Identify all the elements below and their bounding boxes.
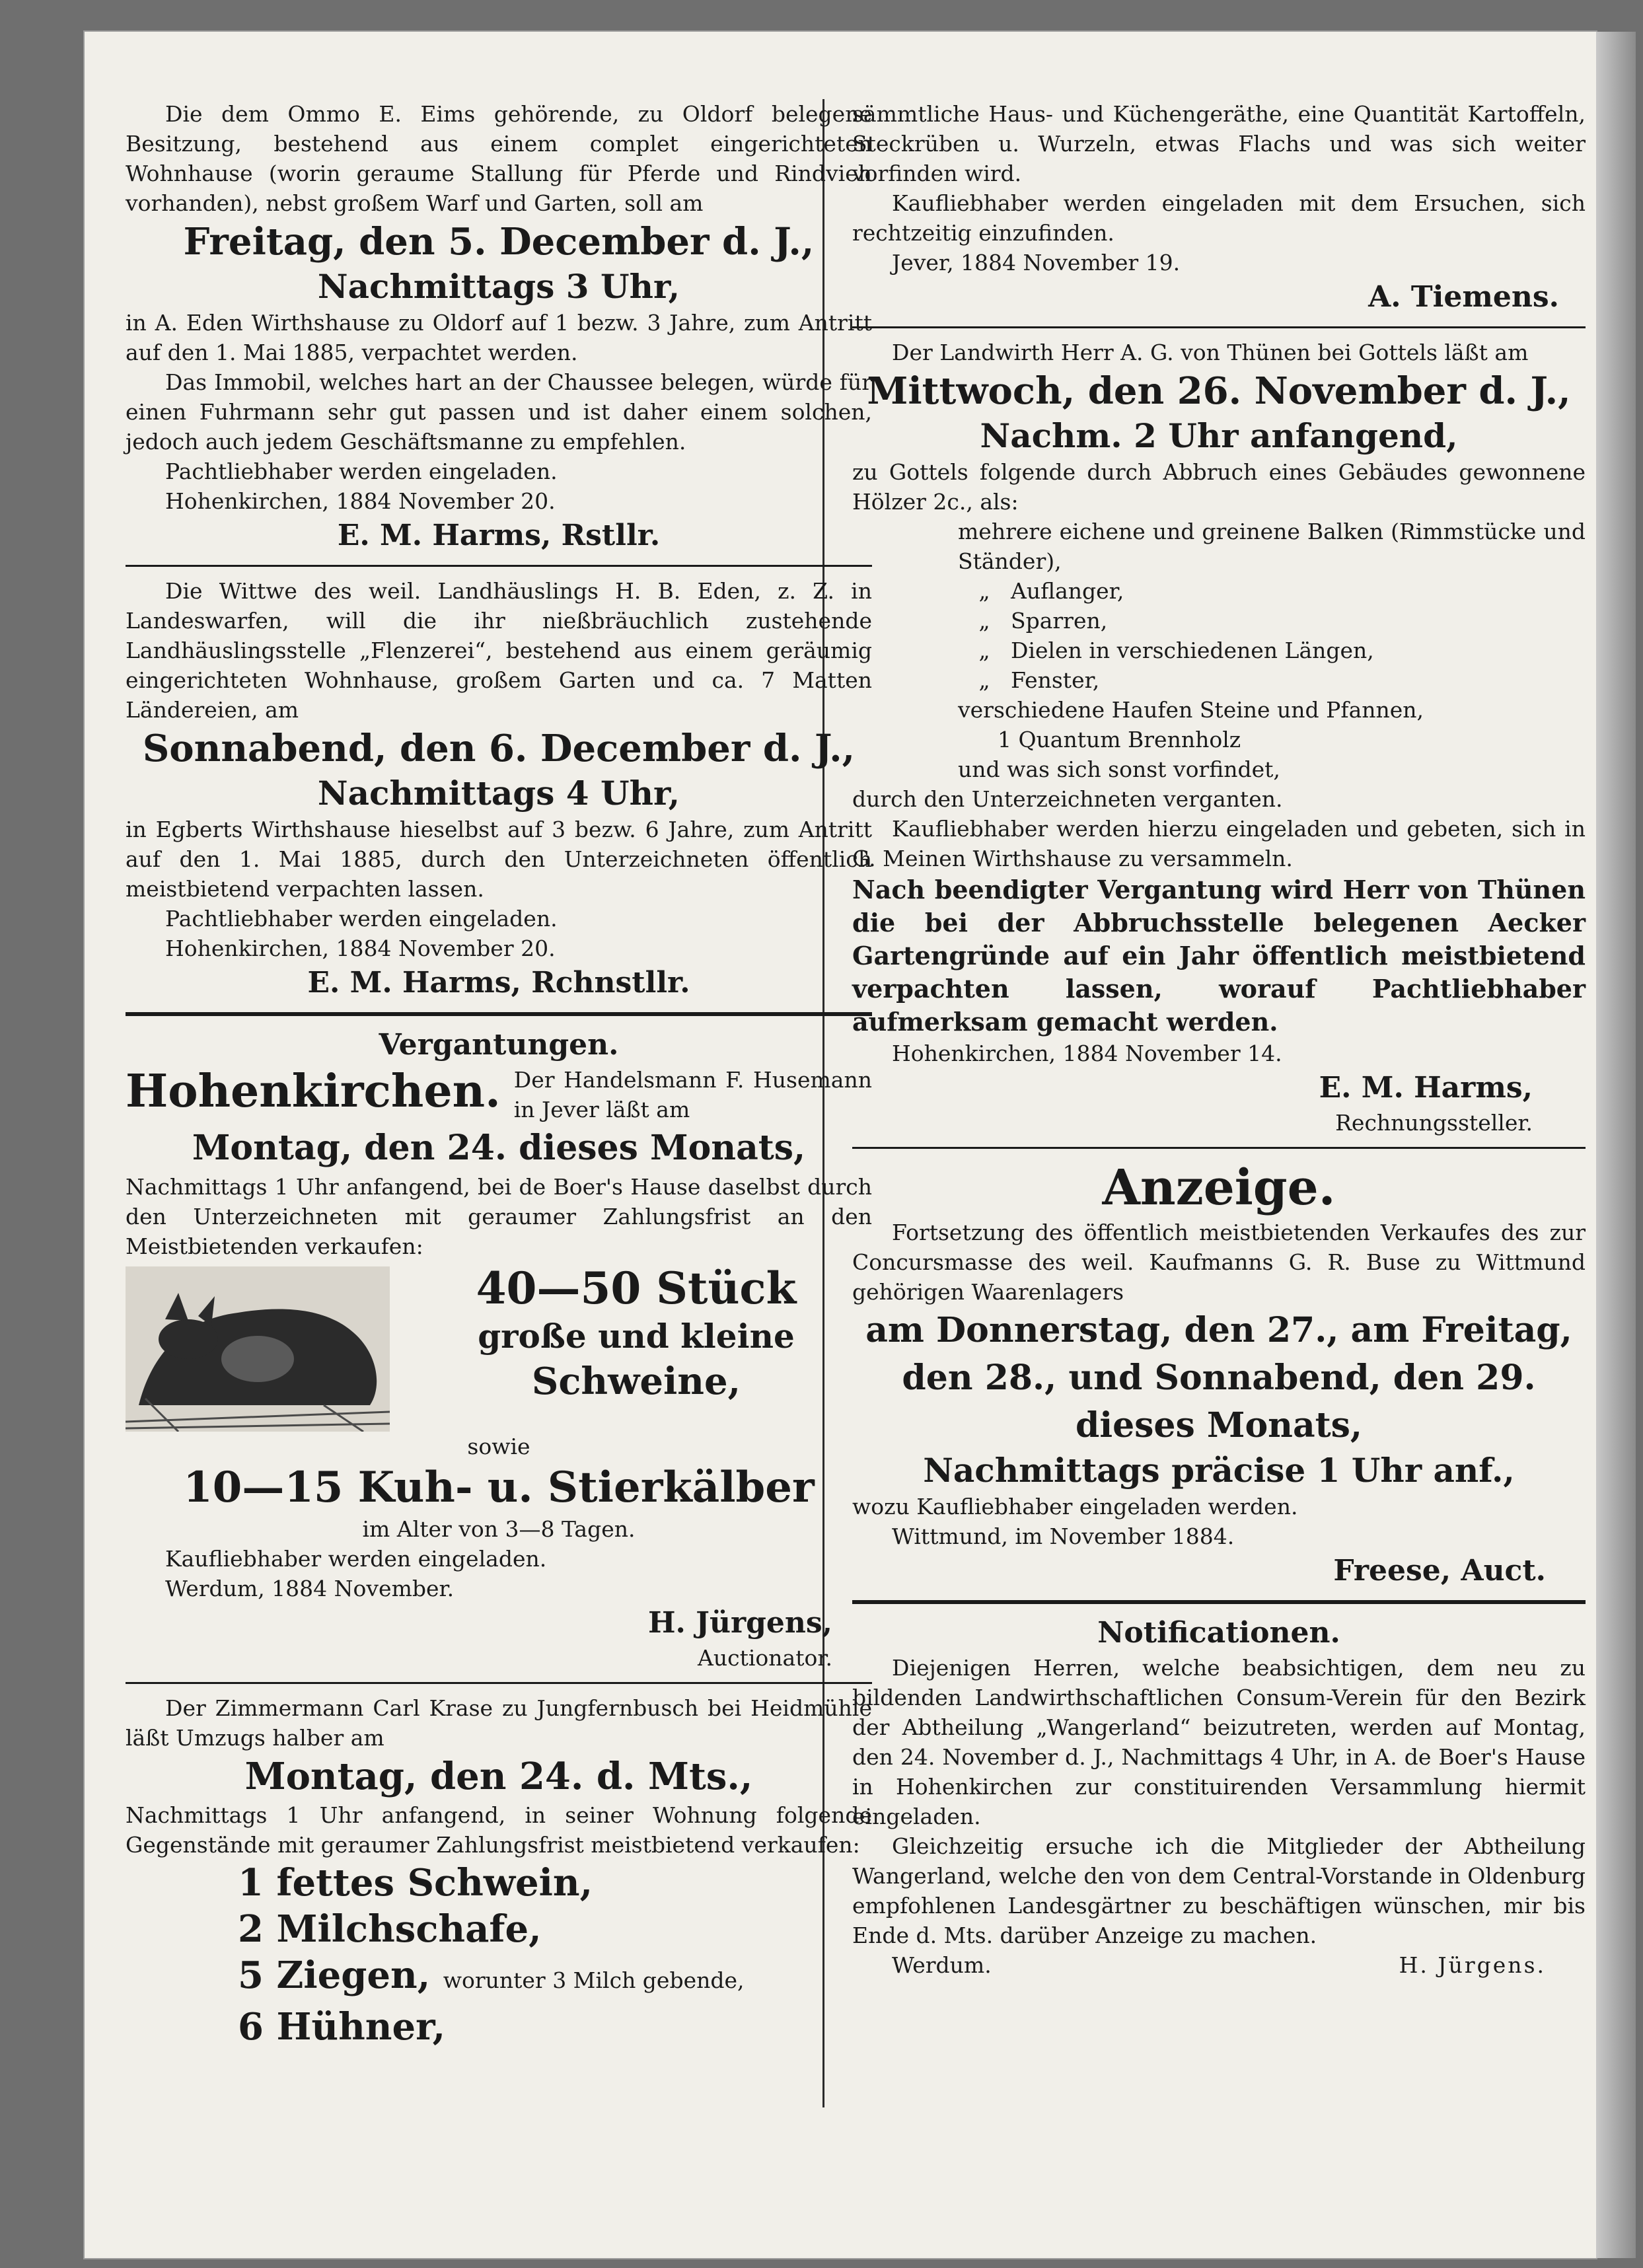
list-item: 2 Milchschafe, bbox=[238, 1907, 542, 1951]
ad-invite: Pachtliebhaber werden eingeladen. bbox=[165, 906, 558, 932]
list-item: 1 fettes Schwein, bbox=[238, 1861, 593, 1905]
ad-invite: Kaufliebhaber werden hierzu eingeladen und gebeten, sich in G. Meinen Wirthshause zu versammeln. bbox=[852, 816, 1586, 871]
list-item: „ Fenster, bbox=[978, 667, 1100, 693]
ad-place-date: Hohenkirchen, 1884 November 14. bbox=[892, 1041, 1282, 1066]
ad-date: den 28., und Sonnabend, den 29. bbox=[902, 1358, 1536, 1398]
page-edge-shadow bbox=[1596, 32, 1636, 2258]
divider bbox=[126, 1012, 872, 1016]
ad-signer: Freese, Auct. bbox=[1333, 1554, 1546, 1588]
town-name: Hohenkirchen. bbox=[126, 1065, 501, 1118]
ad-body: in A. Eden Wirthshause zu Oldorf auf 1 bezw. 3 Jahre, zum Antritt auf den 1. Mai 1885, verpachtet werden. bbox=[126, 310, 872, 365]
ad-place: Werdum. bbox=[892, 1952, 992, 1978]
pig-illustration bbox=[126, 1266, 390, 1432]
divider bbox=[852, 326, 1586, 328]
town-line bbox=[126, 1065, 872, 1124]
ad-bold-note: Nach beendigter Vergantung wird Herr von Thünen die bei der Abbruchsstelle belegenen Aecker Gartengründe auf ein Jahr öffentlich meistbietend verpachten lassen, worauf Pachtliebhaber aufmerksam gemacht werden. bbox=[852, 875, 1586, 1037]
ad-tiemens-sale-cont bbox=[852, 99, 1586, 317]
ad-body: zu Gottels folgende durch Abbruch eines Gebäudes gewonnene Hölzer 2c., als: bbox=[852, 459, 1586, 515]
calves-age: im Alter von 3—8 Tagen. bbox=[362, 1516, 636, 1542]
list-item: 1 Quantum Brennholz bbox=[998, 727, 1241, 752]
section-heading: Anzeige. bbox=[1102, 1159, 1336, 1216]
ad-date: am Donnerstag, den 27., am Freitag, bbox=[865, 1310, 1572, 1350]
ad-body: Nachmittags 1 Uhr anfangend, in seiner Wohnung folgende Gegenstände mit geraumer Zahlungsfrist meistbietend verkaufen: bbox=[126, 1802, 872, 1858]
ad-place-date: Wittmund, im November 1884. bbox=[892, 1523, 1235, 1549]
list-item: „ Auflanger, bbox=[978, 578, 1124, 604]
ad-body: Der Handelsmann F. Husemann in Jever läßt am bbox=[513, 1067, 872, 1122]
ad-signer: E. M. Harms, Rchnstllr. bbox=[307, 966, 690, 1000]
divider bbox=[126, 565, 872, 567]
ad-invite: Pachtliebhaber werden eingeladen. bbox=[165, 458, 558, 484]
ad-body: in Egberts Wirthshause hieselbst auf 3 bezw. 6 Jahre, zum Antritt auf den 1. Mai 1885, durch den Unterzeichneten öffentlich meistbietend verpachten lassen. bbox=[126, 817, 872, 902]
section-heading: Vergantungen. bbox=[379, 1028, 619, 1062]
list-item: 6 Hühner, bbox=[238, 2005, 446, 2049]
ad-signer: H. Jürgens. bbox=[1399, 1952, 1546, 1978]
ad-signer-title: Auctionator. bbox=[698, 1645, 832, 1671]
ad-time: Nachmittags präcise 1 Uhr anf., bbox=[923, 1451, 1515, 1490]
ad-invite: Kaufliebhaber werden eingeladen. bbox=[165, 1546, 547, 1572]
item-list bbox=[126, 1860, 872, 2050]
ad-date: Freitag, den 5. December d. J., bbox=[183, 220, 815, 264]
pig-word: Schweine, bbox=[531, 1360, 741, 1403]
ad-body: Die Wittwe des weil. Landhäuslings H. B. Eden, z. Z. in Landeswarfen, will die ihr nießbräuchlich zustehende Landhäuslingsstelle „Flenzerei“, bestehend aus einem geräumig eingerichteten Wohnhause, großem Garten und ca. 7 Matten Ländereien, am bbox=[126, 578, 872, 723]
ad-body: Fortsetzung des öffentlich meistbietenden Verkaufes des zur Concursmasse des weil. Kaufmanns G. R. Buse zu Wittmund gehörigen Waarenlagers bbox=[852, 1220, 1586, 1305]
ad-place-date: Jever, 1884 November 19. bbox=[892, 250, 1181, 275]
ad-body: Der Zimmermann Carl Krase zu Jungfernbusch bei Heidmühle läßt Umzugs halber am bbox=[126, 1695, 872, 1751]
ad-krase-sale bbox=[126, 1693, 872, 2050]
ad-body: sämmtliche Haus- und Küchengeräthe, eine Quantität Kartoffeln, Steckrüben u. Wurzeln, etwas Flachs und was sich weiter vorfinden wird. bbox=[852, 101, 1586, 186]
list-item: „ Sparren, bbox=[978, 608, 1108, 634]
divider bbox=[852, 1600, 1586, 1604]
ad-time: Nachm. 2 Uhr anfangend, bbox=[980, 416, 1458, 455]
pig-block bbox=[126, 1261, 872, 1432]
list-item: verschiedene Haufen Steine und Pfannen, bbox=[958, 697, 1424, 723]
list-item: 5 Ziegen, worunter 3 Milch gebende, bbox=[238, 1954, 745, 1997]
right-column bbox=[852, 99, 1586, 1985]
ad-date: Mittwoch, den 26. November d. J., bbox=[867, 369, 1571, 413]
ad-body: Der Landwirth Herr A. G. von Thünen bei Gottels läßt am bbox=[892, 340, 1529, 365]
ad-body: durch den Unterzeichneten verganten. bbox=[852, 786, 1283, 812]
ad-date: Montag, den 24. d. Mts., bbox=[244, 1755, 753, 1798]
ad-flenzerei-lease bbox=[126, 576, 872, 1003]
pig-type: große und kleine bbox=[478, 1317, 795, 1356]
ad-time: Nachmittags 3 Uhr, bbox=[317, 267, 680, 306]
ad-anzeige-buse bbox=[852, 1158, 1586, 1591]
ad-footer bbox=[852, 1950, 1586, 1980]
ad-place-date: Hohenkirchen, 1884 November 20. bbox=[165, 935, 556, 961]
conjunction: sowie bbox=[467, 1434, 530, 1459]
ad-place-date: Werdum, 1884 November. bbox=[165, 1576, 455, 1601]
wood-list bbox=[852, 517, 1586, 784]
left-column bbox=[126, 99, 872, 2055]
ad-signer: H. Jürgens, bbox=[647, 1606, 832, 1640]
list-item: und was sich sonst vorfindet, bbox=[958, 756, 1280, 782]
ad-time: Nachmittags 4 Uhr, bbox=[317, 774, 680, 813]
ad-body: Das Immobil, welches hart an der Chaussee belegen, würde für einen Fuhrmann sehr gut passen und ist daher einem solchen, jedoch auch jedem Geschäftsmanne zu empfehlen. bbox=[126, 369, 872, 455]
list-item: „ Dielen in verschiedenen Längen, bbox=[978, 638, 1374, 663]
ad-date: Sonnabend, den 6. December d. J., bbox=[142, 727, 856, 770]
ad-date: Montag, den 24. dieses Monats, bbox=[192, 1128, 806, 1168]
ad-signer: A. Tiemens. bbox=[1368, 280, 1559, 314]
calves-line: 10—15 Kuh- u. Stierkälber bbox=[183, 1463, 815, 1512]
ad-body: Nachmittags 1 Uhr anfangend, bei de Boer's Hause daselbst durch den Unterzeichneten mit geraumer Zahlungsfrist an den Meistbietenden verkaufen: bbox=[126, 1174, 872, 1259]
ad-invite: Kaufliebhaber werden eingeladen mit dem Ersuchen, sich rechtzeitig einzufinden. bbox=[852, 190, 1586, 246]
divider bbox=[852, 1147, 1586, 1149]
ad-place-date: Hohenkirchen, 1884 November 20. bbox=[165, 488, 556, 514]
ad-date: dieses Monats, bbox=[1075, 1405, 1363, 1445]
ad-body: Die dem Ommo E. Eims gehörende, zu Oldorf belegene Besitzung, bestehend aus einem complet eingerichteten Wohnhause (worin geraume Stallung für Pferde und Rindvieh vorhanden), nebst großem Warf und Garten, soll am bbox=[126, 101, 872, 216]
ad-vergantungen bbox=[126, 1025, 872, 1673]
ad-body: Gleichzeitig ersuche ich die Mitglieder der Abtheilung Wangerland, welche den von dem Central-Vorstande in Oldenburg empfohlenen Landesgärtner zu beschäftigen wünschen, mir bis Ende d. Mts. darüber Anzeige zu machen. bbox=[852, 1833, 1586, 1948]
section-heading: Notificationen. bbox=[1097, 1616, 1340, 1650]
ad-signer: E. M. Harms, bbox=[1319, 1071, 1533, 1105]
list-item: mehrere eichene und greinene Balken (Rimmstücke und Ständer), bbox=[958, 519, 1586, 574]
ad-body: Diejenigen Herren, welche beabsichtigen, dem neu zu bildenden Landwirthschaftlichen Consum-Verein für den Bezirk der Abtheilung „Wangerland“ beizutreten, werden auf Montag, den 24. November d. J., Nachmittags 4 Uhr, in A. de Boer's Hause in Hohenkirchen zur constituirenden Versammlung hiermit eingeladen. bbox=[852, 1655, 1586, 1829]
ad-signer: E. M. Harms, Rstllr. bbox=[337, 519, 661, 552]
ad-signer-title: Rechnungssteller. bbox=[1335, 1110, 1533, 1136]
ad-notificationen bbox=[852, 1613, 1586, 1980]
ad-thuenen-vergantung bbox=[852, 338, 1586, 1138]
ad-invite: wozu Kaufliebhaber eingeladen werden. bbox=[852, 1494, 1298, 1519]
divider bbox=[126, 1682, 872, 1684]
ad-oldorf-lease bbox=[126, 99, 872, 556]
pig-count: 40—50 Stück bbox=[476, 1262, 797, 1314]
